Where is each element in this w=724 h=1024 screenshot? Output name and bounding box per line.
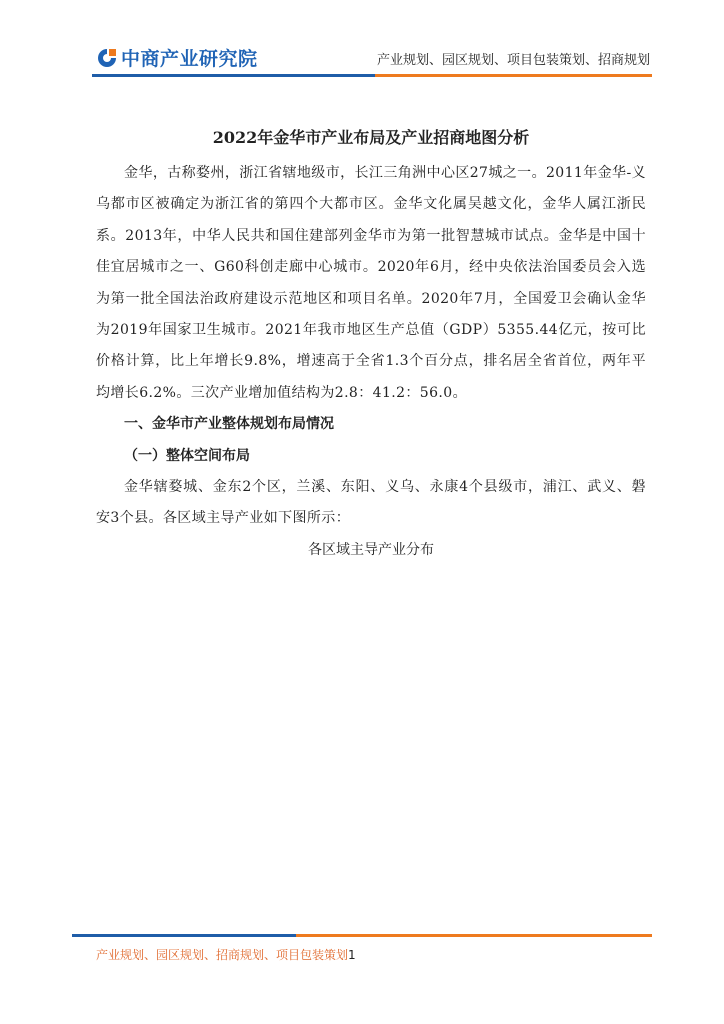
intro-paragraph: 金华，古称婺州，浙江省辖地级市，长江三角洲中心区27城之一。2011年金华-义乌都市区被确定为浙江省的第四个大都市区。金华文化属吴越文化，金华人属江浙民系。2013年，中华人民共和国住建部列金华市为第一批智慧城市试点。金华是中国十佳宜居城市之一、G60科创走廊中心城市。2020年6月，经中央依法治国委员会入选为第一批全国法治政府建设示范地区和项目名单。2020年7月，全国爱卫会确认金华为2019年国家卫生城市。2021年我市地区生产总值（GDP）5355.44亿元，按可比价格计算，比上年增长9.8%，增速高于全省1.3个百分点，排名居全省首位，两年平均增长6.2%。三次产业增加值结构为2.8：41.2：56.0。 <box>96 165 646 401</box>
subsection-heading: （一）整体空间布局 <box>124 447 250 464</box>
logo <box>96 44 258 71</box>
document-title: 2022年金华市产业布局及产业招商地图分析 <box>212 128 530 147</box>
document-body <box>96 118 646 566</box>
footer-slogan: 产业规划、园区规划、招商规划、项目包装策划 <box>96 948 349 962</box>
subsection-paragraph: 金华辖婺城、金东2个区，兰溪、东阳、义乌、永康4个县级市，浦江、武义、磐安3个县。各区域主导产业如下图所示： <box>96 479 646 527</box>
header-slogan: 产业规划、园区规划、项目包装策划、招商规划 <box>376 53 650 68</box>
footer-divider-blue <box>72 934 296 937</box>
page-footer <box>96 946 356 963</box>
footer-divider-orange <box>296 934 652 937</box>
section-heading: 一、金华市产业整体规划布局情况 <box>124 416 334 433</box>
logo-mark-icon <box>96 47 118 69</box>
page-header <box>0 0 724 80</box>
logo-text: 中商产业研究院 <box>121 48 258 70</box>
header-divider-orange <box>375 74 652 77</box>
figure-caption: 各区域主导产业分布 <box>308 541 434 558</box>
page-number: 1 <box>348 948 356 962</box>
header-divider-blue <box>92 74 375 77</box>
